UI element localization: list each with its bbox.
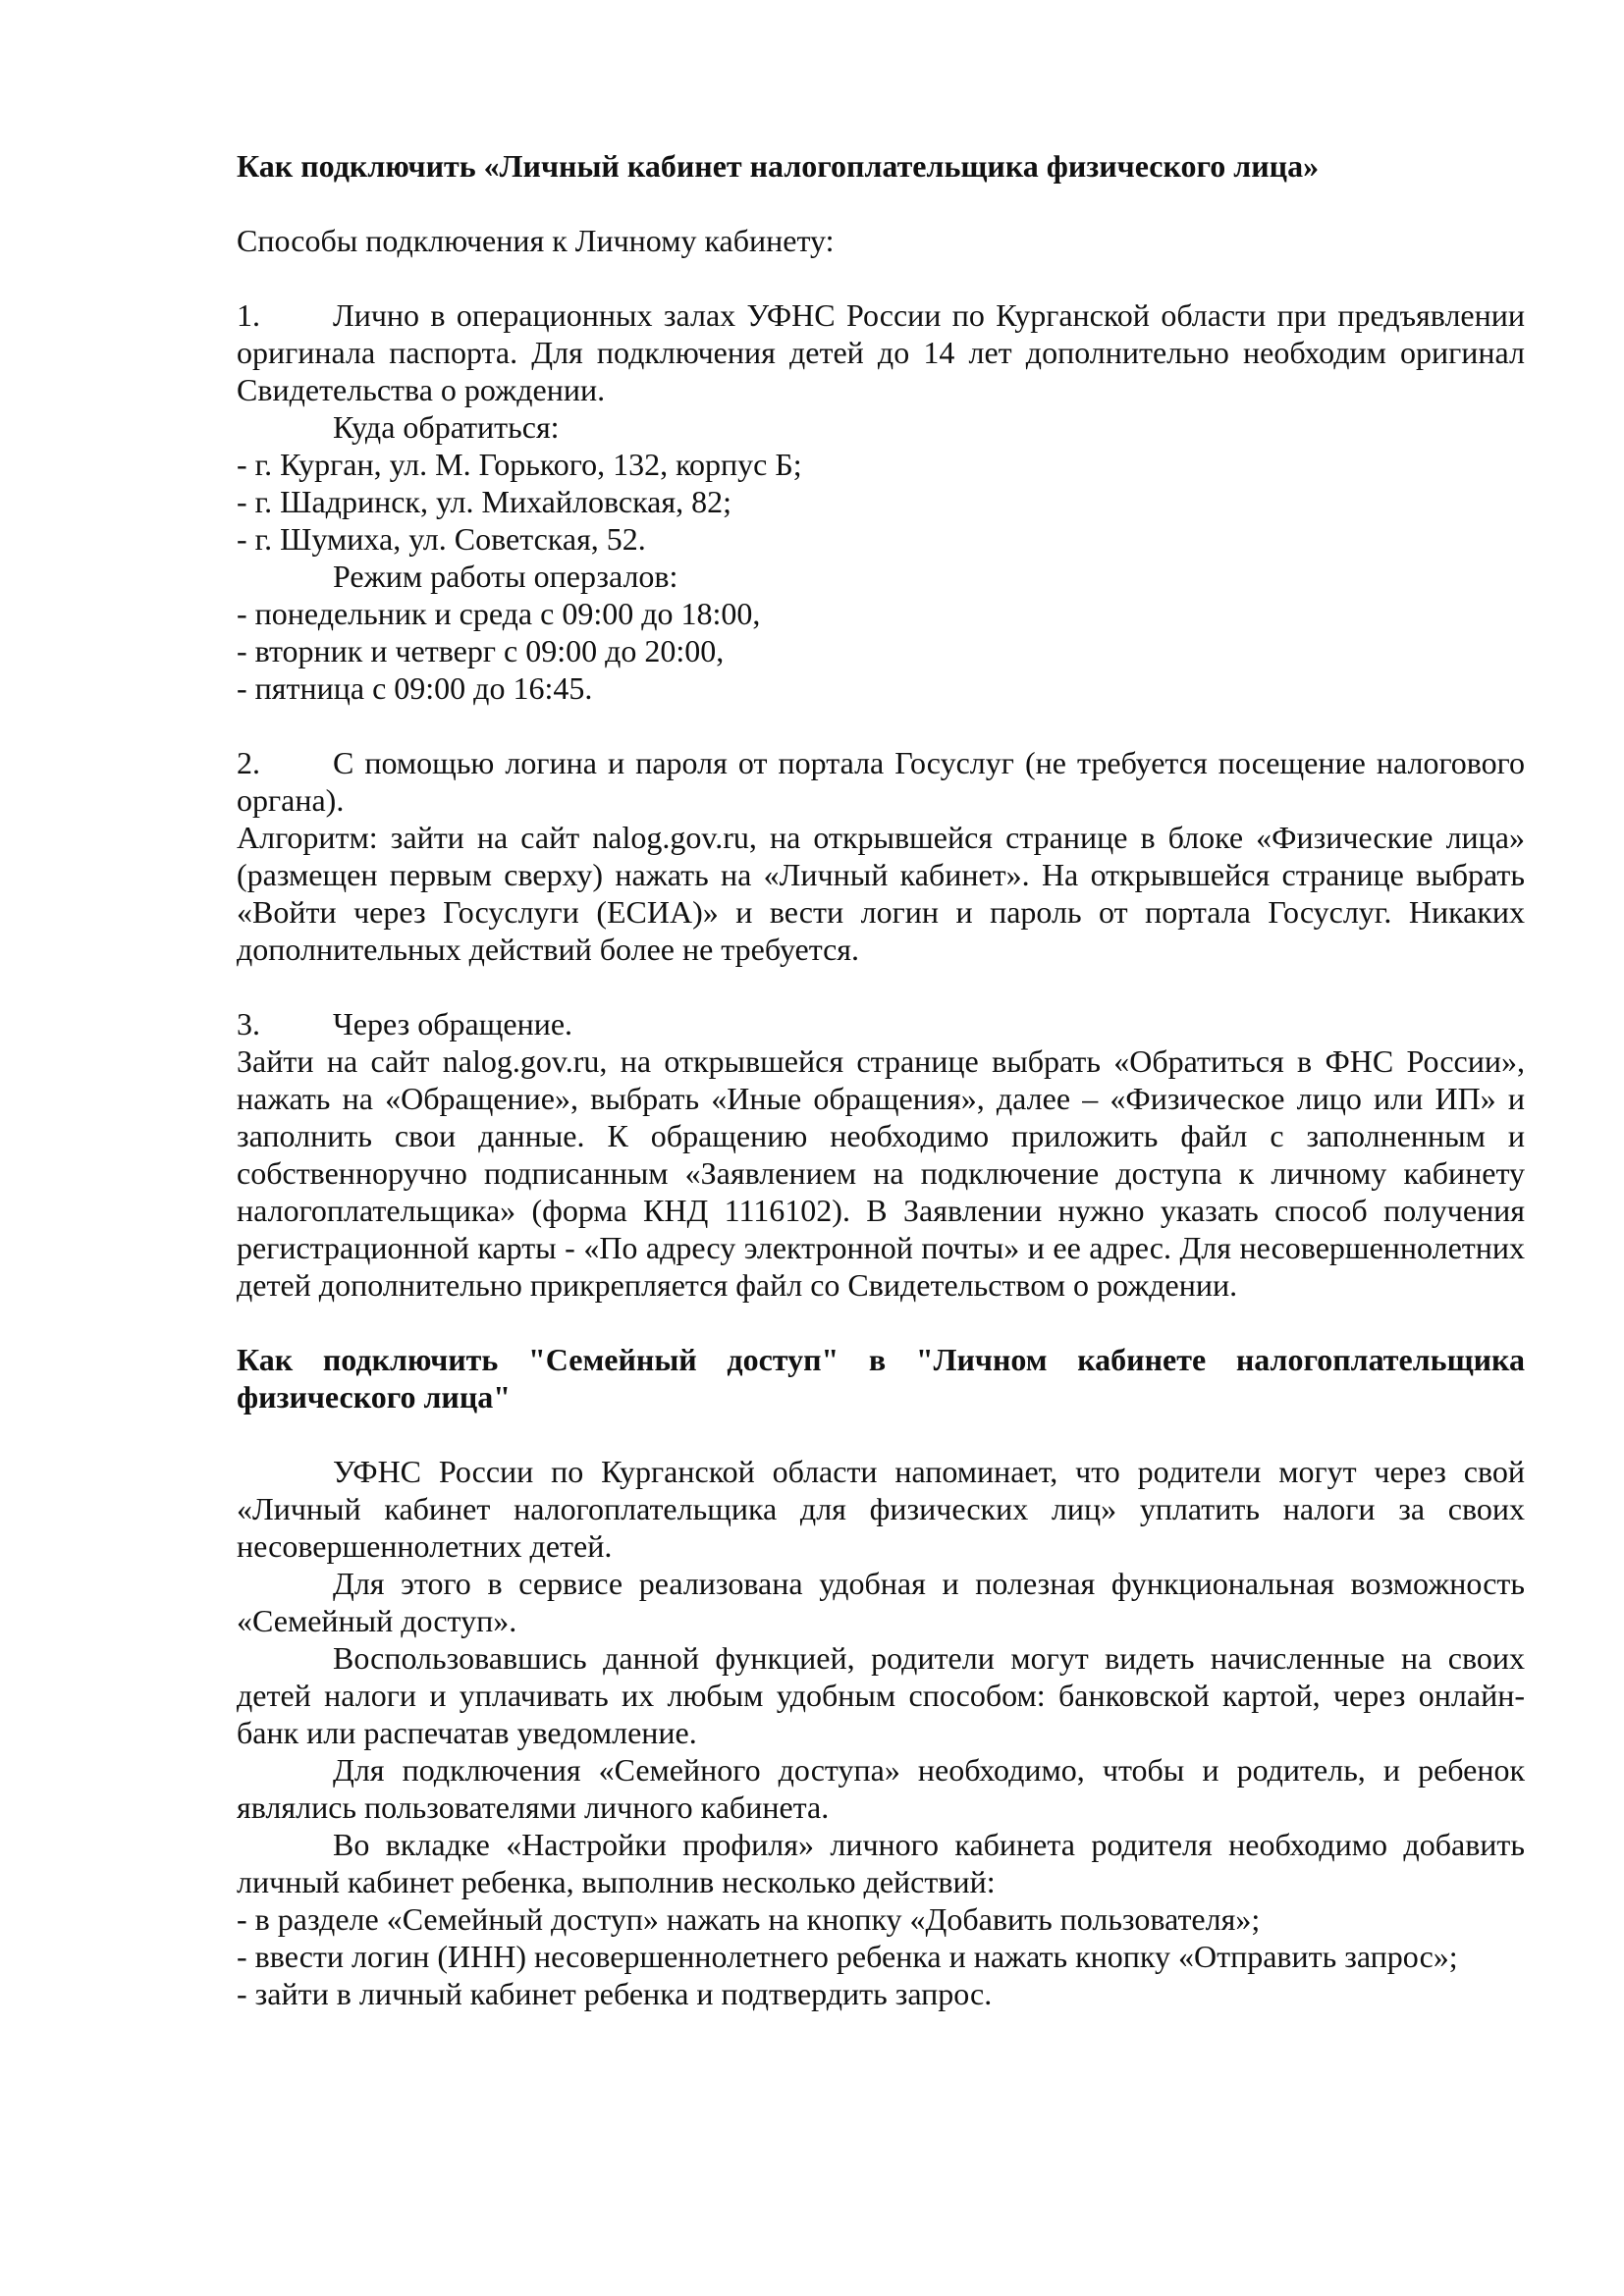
document-page [237, 147, 1525, 2012]
section1-title: Как подключить «Личный кабинет налогоплательщика физического лица» [237, 148, 1320, 184]
way3-number: 3. [237, 1006, 260, 1041]
way2-paragraph [237, 744, 1525, 819]
way2-algorithm: Алгоритм: зайти на сайт nalog.gov.ru, на открывшейся странице в блоке «Физические лица» (размещен первым сверху) нажать на «Личный кабинет». На открывшейся странице выбрать «Войти через Госуслуги (ЕСИА)» и вести логин и пароль от портала Госуслуг. Никаких дополнительных действий более не требуется. [237, 820, 1525, 967]
address-item: - г. Курган, ул. М. Горького, 132, корпус Б; [237, 447, 802, 482]
way1-paragraph [237, 296, 1525, 408]
way1-number: 1. [237, 297, 260, 333]
step-item: - в разделе «Семейный доступ» нажать на кнопку «Добавить пользователя»; [237, 1901, 1261, 1937]
way2-text: С помощью логина и пароля от портала Госуслуг (не требуется посещение налогового органа). [237, 745, 1525, 818]
way3-details: Зайти на сайт nalog.gov.ru, на открывшейся странице выбрать «Обратиться в ФНС России», нажать на «Обращение», выбрать «Иные обращения», далее – «Физическое лицо или ИП» и заполнить свои данные. К обращению необходимо приложить файл с заполненным и собственноручно подписанным «Заявлением на подключение доступа к личному кабинету налогоплательщика» (форма КНД 1116102). В Заявлении нужно указать способ получения регистрационной карты - «По адресу электронной почты» и ее адрес. Для несовершеннолетних детей дополнительно прикрепляется файл со Свидетельством о рождении. [237, 1043, 1525, 1303]
where-label: Куда обратиться: [333, 409, 560, 445]
way3-text: Через обращение. [333, 1006, 573, 1041]
step-item: - зайти в личный кабинет ребенка и подтвердить запрос. [237, 1976, 993, 2011]
section2-paragraph: УФНС России по Курганской области напоминает, что родители могут через свой «Личный кабинет налогоплательщика для физических лиц» уплатить налоги за своих несовершеннолетних детей. [237, 1454, 1525, 1564]
hours-item: - понедельник и среда с 09:00 до 18:00, [237, 596, 761, 631]
way3-paragraph [237, 1005, 1525, 1042]
section1-intro: Способы подключения к Личному кабинету: [237, 223, 835, 258]
section2-paragraph: Для этого в сервисе реализована удобная и полезная функциональная возможность «Семейный доступ». [237, 1566, 1525, 1638]
section2-title: Как подключить "Семейный доступ" в "Личном кабинете налогоплательщика физического лица" [237, 1342, 1525, 1415]
address-item: - г. Шумиха, ул. Советская, 52. [237, 521, 646, 557]
section2-paragraph: Во вкладке «Настройки профиля» личного кабинета родителя необходимо добавить личный кабинет ребенка, выполнив несколько действий: [237, 1827, 1525, 1899]
address-item: - г. Шадринск, ул. Михайловская, 82; [237, 484, 731, 519]
hours-label: Режим работы оперзалов: [333, 559, 678, 594]
way2-number: 2. [237, 745, 260, 780]
hours-item: - вторник и четверг с 09:00 до 20:00, [237, 633, 725, 668]
section2-paragraph: Для подключения «Семейного доступа» необходимо, чтобы и родитель, и ребенок являлись пользователями личного кабинета. [237, 1752, 1525, 1825]
section2-paragraph: Воспользовавшись данной функцией, родители могут видеть начисленные на своих детей налоги и уплачивать их любым удобным способом: банковской картой, через онлайн-банк или распечатав уведомление. [237, 1640, 1525, 1750]
way1-text: Лично в операционных залах УФНС России по Курганской области при предъявлении оригинала паспорта. Для подключения детей до 14 лет дополнительно необходим оригинал Свидетельства о рождении. [237, 297, 1525, 407]
step-item: - ввести логин (ИНН) несовершеннолетнего ребенка и нажать кнопку «Отправить запрос»; [237, 1939, 1458, 1974]
hours-item: - пятница с 09:00 до 16:45. [237, 670, 593, 706]
